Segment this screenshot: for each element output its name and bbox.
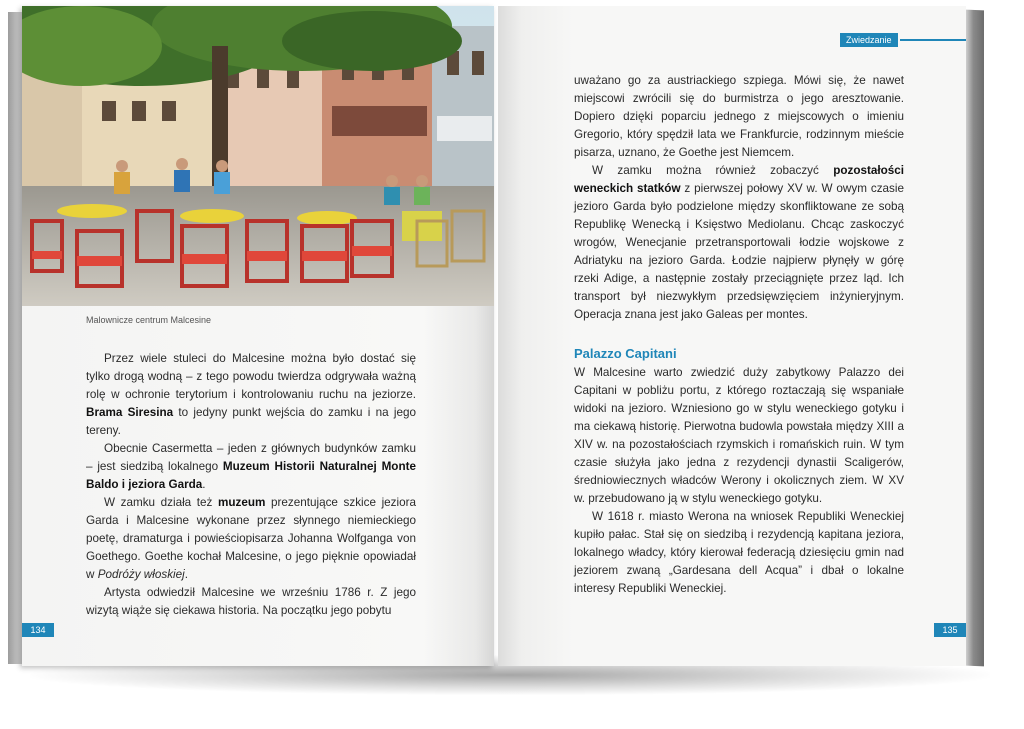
section-heading: Palazzo Capitani (574, 346, 677, 361)
text-run: Obecnie Casermetta – jeden z głównych budynków zamku – jest siedzibą lokalnego (86, 442, 416, 473)
photo-caption: Malownicze centrum Malcesine (86, 315, 212, 325)
bold-text: Brama Siresina (86, 406, 174, 419)
paragraph (574, 72, 904, 162)
text-run: uważano go za austriackiego szpiega. Mówi się, że nawet miejscowi zwrócili się do burmistrza o jego aresztowanie. Dopiero dzięki poparciu jednego z miejscowych o imieniu Gregorio, który spędził lata we Frankfurcie, rodzinnym mieście pisarza, uznano, że Goethe jest Niemcem. (574, 74, 904, 159)
paragraph (86, 584, 416, 620)
book-edge-left (8, 12, 22, 664)
text-run: Artysta odwiedził Malcesine we wrześniu 1786 r. Z jego wizytą wiąże się ciekawa historia. Na początku jego pobytu (86, 586, 416, 617)
paragraph (86, 440, 416, 494)
text-run: W 1618 r. miasto Werona na wniosek Republiki Weneckiej kupiło pałac. Stał się on siedzibą i rezydencją kapitana jeziora, lokalnego władcy, który kierował federacją dziesięciu gmin nad jeziorem zwaną „Gardesana dell Acqua” i dbał o lokalne interesy Republiki Weneckiej. (574, 510, 904, 595)
text-run: W zamku działa też (104, 496, 218, 509)
paragraph (86, 494, 416, 584)
text-run: prezentujące szkice jeziora Garda i Malcesine wykonane przez słynnego niemieckiego poetę, dramaturga i powieściopisarza Johanna Wolfganga von Goethego. Goethe kochał Malcesine, o jego pięknie opowiadał w (86, 496, 416, 581)
right-page (498, 6, 966, 666)
text-run: to jedyny punkt wejścia do zamku i na jego tereny. (86, 406, 416, 437)
page-number-left: 134 (22, 623, 54, 637)
italic-text: Podróży włoskiej (97, 568, 185, 581)
bold-text: muzeum (217, 496, 266, 509)
left-page-body-text (86, 350, 416, 620)
page-number-right: 135 (934, 623, 966, 637)
text-run: . (202, 478, 206, 491)
section-rule (900, 39, 966, 41)
paragraph (574, 508, 904, 598)
paragraph (86, 350, 416, 440)
text-run: W Malcesine warto zwiedzić duży zabytkowy Palazzo dei Capitani w pobliżu portu, z którego roztaczają się wspaniałe widoki na jezioro. Wzniesiono go w stylu weneckiego gotyku i ma ciekawą historię. Pierwotna budowla powstała między XIII a XIV w. na pozostałościach rzymskich i romańskich ruin. W tym czasie służyła jako jedna z rezydencji dynastii Scaligerów, średniowiecznych władców Werony i okolicznych ziem. W XV w. przebudowano ją w stylu weneckiego gotyku. (574, 366, 904, 505)
section-tag: Zwiedzanie (840, 33, 898, 47)
cafe-square-photo (22, 6, 494, 306)
right-page-body-text-top (574, 72, 904, 324)
text-run: . (184, 568, 188, 581)
bold-text: Muzeum Historii Naturalnej Monte Baldo i jeziora Garda (86, 460, 416, 491)
paragraph (574, 364, 904, 508)
text-run: W zamku można również zobaczyć (592, 164, 834, 177)
bold-text: pozostałości weneckich statków (574, 164, 904, 195)
book-edge-right (966, 10, 984, 667)
left-page (22, 6, 494, 666)
paragraph (574, 162, 904, 324)
text-run: Przez wiele stuleci do Malcesine można było dostać się tylko drogą wodną – z tego powodu twierdza odgrywała ważną rolę w ochronie terytorium i kontrolowaniu ruchu na jeziorze. (86, 352, 416, 401)
text-run: z pierwszej połowy XV w. W owym czasie jezioro Garda było podzielone między skonfliktowane ze sobą Republikę Wenecką i Księstwo Mediolanu. Chcąc zaskoczyć wrogów, Wenecjanie przetransportowali łodzie wojskowe z Adriatyku na jezioro Garda. Łodzie najpierw płynęły w górę rzeki Adige, a następnie zostały przeciągnięte przez ląd. Ich transport był niezwykłym przedsięwzięciem inżynieryjnym. Operacja znana jest jako Galeas per montes. (574, 182, 904, 321)
right-page-body-text-bottom (574, 364, 904, 598)
